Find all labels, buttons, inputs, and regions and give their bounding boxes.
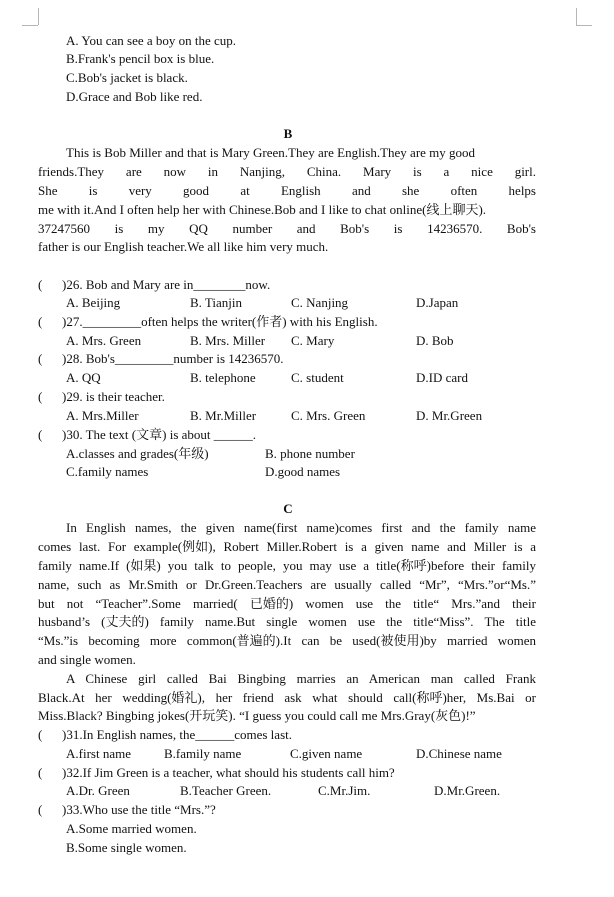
section-b-passage-line: This is Bob Miller and that is Mary Green.They are English.They are my good bbox=[66, 145, 476, 160]
question-27-option: C. Mary bbox=[291, 333, 335, 348]
question-30-option: A.classes and grades(年级) bbox=[66, 446, 209, 461]
question-32-option: C.Mr.Jim. bbox=[318, 783, 371, 798]
question-30-option: D.good names bbox=[265, 464, 341, 479]
question-29-option: D. Mr.Green bbox=[416, 408, 483, 423]
question-bracket: ( bbox=[38, 765, 43, 780]
question-bracket: ( bbox=[38, 351, 43, 366]
question-31-option: A.first name bbox=[66, 746, 131, 761]
section-c-passage-line: and single women. bbox=[38, 652, 136, 667]
section-a-option-d: D.Grace and Bob like red. bbox=[66, 89, 203, 104]
section-c-passage-line: Miss.Black? Bingbing jokes(开玩笑). “I guess you could call me Mrs.Gray(灰色)!” bbox=[38, 708, 476, 723]
section-a-option-a: A. You can see a boy on the cup. bbox=[66, 33, 237, 48]
question-bracket: ( bbox=[38, 727, 43, 742]
question-stem-29: )29. is their teacher. bbox=[62, 389, 165, 404]
question-28-option: D.ID card bbox=[416, 370, 468, 385]
question-stem-27: )27._________often helps the writer(作者) with his English. bbox=[62, 314, 378, 329]
question-27-option: A. Mrs. Green bbox=[66, 333, 142, 348]
question-bracket: ( bbox=[38, 802, 43, 817]
crop-mark-top-right-v bbox=[576, 8, 577, 25]
section-c-heading: C bbox=[283, 501, 293, 516]
question-28-option: C. student bbox=[291, 370, 344, 385]
section-a-option-c: C.Bob's jacket is black. bbox=[66, 70, 188, 85]
section-b-heading: B bbox=[283, 126, 293, 141]
question-30-option: C.family names bbox=[66, 464, 149, 479]
crop-mark-top-left-h bbox=[22, 25, 38, 26]
question-stem-32: )32.If Jim Green is a teacher, what should his students call him? bbox=[62, 765, 395, 780]
section-b-passage-line: 37247560 is my QQ number and Bob's is 14236570. Bob's bbox=[38, 221, 536, 236]
question-stem-33: )33.Who use the title “Mrs.”? bbox=[62, 802, 216, 817]
question-bracket: ( bbox=[38, 277, 43, 292]
section-b-passage-line: father is our English teacher.We all like him very much. bbox=[38, 239, 329, 254]
question-bracket: ( bbox=[38, 389, 43, 404]
question-27-option: B. Mrs. Miller bbox=[190, 333, 266, 348]
question-stem-26: )26. Bob and Mary are in________now. bbox=[62, 277, 271, 292]
question-26-option: A. Beijing bbox=[66, 295, 121, 310]
question-bracket: ( bbox=[38, 314, 43, 329]
question-32-option: D.Mr.Green. bbox=[434, 783, 501, 798]
section-b-passage-line: me with it.And I often help her with Chinese.Bob and I like to chat online(线上聊天). bbox=[38, 202, 487, 217]
crop-mark-top-right-h bbox=[576, 25, 592, 26]
section-c-passage-line: family name.If (如果) you talk to people, you may use a title(称呼)before their family bbox=[38, 558, 536, 573]
question-26-option: D.Japan bbox=[416, 295, 459, 310]
question-28-option: B. telephone bbox=[190, 370, 256, 385]
section-c-passage-line: comes last. For example(例如), Robert Miller.Robert is a given name and Miller is a bbox=[38, 539, 536, 554]
question-26-option: B. Tianjin bbox=[190, 295, 243, 310]
question-31-option: D.Chinese name bbox=[416, 746, 502, 761]
question-stem-31: )31.In English names, the______comes last. bbox=[62, 727, 292, 742]
question-29-option: B. Mr.Miller bbox=[190, 408, 257, 423]
section-b-passage-line: friends.They are now in Nanjing, China. Mary is a nice girl. bbox=[38, 164, 536, 179]
section-c-passage-line: husband’s (丈夫的) family name.But single women use the title“Miss”. The title bbox=[38, 614, 536, 629]
question-30-option: B. phone number bbox=[265, 446, 355, 461]
question-31-option: B.family name bbox=[164, 746, 242, 761]
question-26-option: C. Nanjing bbox=[291, 295, 349, 310]
section-c-passage-line: but not “Teacher”.Some married( 已婚的) women use the title“ Mrs.”and their bbox=[38, 596, 536, 611]
question-29-option: A. Mrs.Miller bbox=[66, 408, 139, 423]
question-32-option: A.Dr. Green bbox=[66, 783, 130, 798]
question-32-option: B.Teacher Green. bbox=[180, 783, 272, 798]
question-29-option: C. Mrs. Green bbox=[291, 408, 366, 423]
question-bracket: ( bbox=[38, 427, 43, 442]
question-31-option: C.given name bbox=[290, 746, 363, 761]
question-33-option: A.Some married women. bbox=[66, 821, 197, 836]
section-c-passage-line: In English names, the given name(first name)comes first and the family name bbox=[66, 520, 536, 535]
question-stem-28: )28. Bob's_________number is 14236570. bbox=[62, 351, 284, 366]
question-28-option: A. QQ bbox=[66, 370, 101, 385]
section-a-option-b: B.Frank's pencil box is blue. bbox=[66, 51, 215, 66]
question-stem-30: )30. The text (文章) is about ______. bbox=[62, 427, 257, 442]
question-33-option: B.Some single women. bbox=[66, 840, 187, 855]
section-c-passage-line: A Chinese girl called Bai Bingbing marries an American man called Frank bbox=[66, 671, 536, 686]
section-c-passage-line: “Ms.”is becoming more common(普遍的).It can be used(被使用)by married women bbox=[38, 633, 536, 648]
section-c-passage-line: name, such as Mr.Smith or Dr.Green.Teachers are usually called “Mr”, “Mrs.”or“Ms.” bbox=[38, 577, 536, 592]
section-b-passage-line: She is very good at English and she often helps bbox=[38, 183, 536, 198]
crop-mark-top-left-v bbox=[38, 8, 39, 25]
question-27-option: D. Bob bbox=[416, 333, 454, 348]
section-c-passage-line: Black.At her wedding(婚礼), her friend ask what should call(称呼)her, Ms.Bai or bbox=[38, 690, 536, 705]
